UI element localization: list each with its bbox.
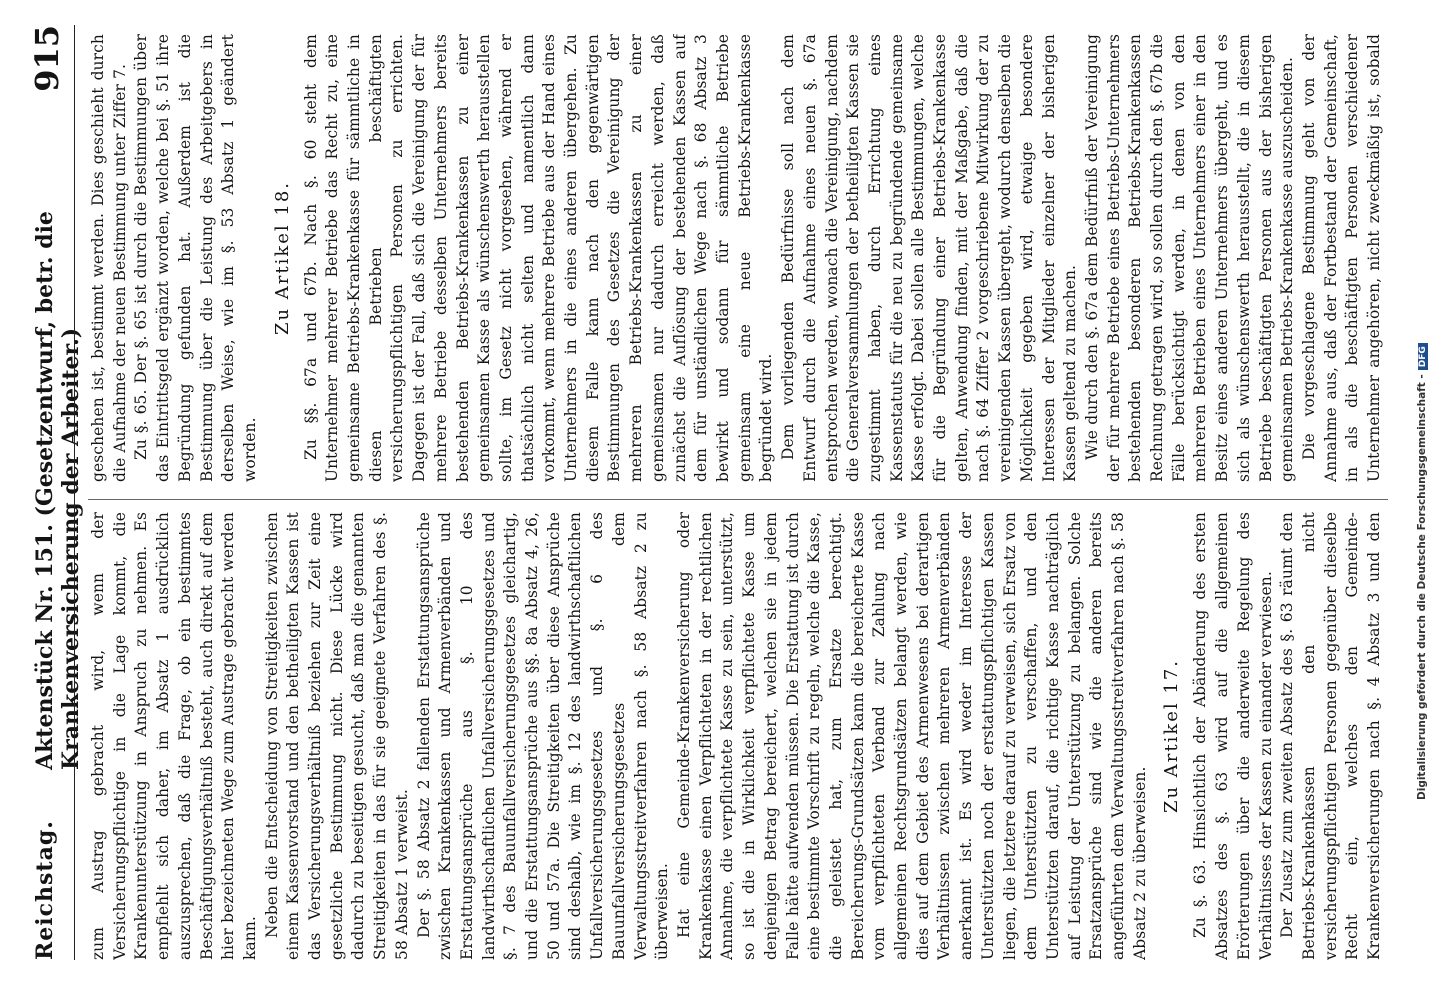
- running-title: Reichstag.: [32, 820, 58, 960]
- header-center-title: Aktenstück Nr. 151. (Gesetzentwurf, betr. die Krankenversicherung der Arbeiter.): [32, 211, 84, 770]
- page-number: 915: [28, 25, 66, 92]
- paragraph: Zu §. 63. Hinsichtlich der Abänderung des ersten Absatzes des §. 63 wird auf die allgemeinen Erörterungen über die anderweite Regelung des Verhältnisses der Kassen zu einander verwiesen.: [1191, 512, 1275, 960]
- header-rule: [74, 25, 75, 960]
- paragraph: Der Zusatz zum zweiten Absatz des §. 63 räumt den Betriebs-Krankenkassen den nicht versicherungspflichtigen Personen gegenüber dieselbe Recht ein, welches den Gemeinde-Krankenversicherungen nach §. 4 Absatz 3 und den: [1278, 512, 1384, 960]
- right-column: [88, 34, 1388, 482]
- column-divider: [88, 499, 1388, 500]
- paragraph: Der §. 58 Absatz 2 fallenden Erstattungsansprüche zwischen Krankenkassen und Armenverbänden und Erstattungsansprüche aus §. 10 des landwirthschaftlichen Unfallversicherungsgesetzes und §. 7 des Bauunfallversicherungsgesetzes gleichartig, und die Erstattungsansprüche aus §§. 8a Absatz 4, 26, 50 und 57a. Die Streitigkeiten über diese Ansprüche sind deshalb, wie im §. 12 des landwirthschaftlichen Unfallversicherungsgesetzes und §. 6 des Bauunfallversicherungsgesetzes dem Verwaltungsstreitverfahren nach §. 58 Absatz 2 zu überweisen.: [414, 512, 672, 960]
- left-column: [88, 512, 1388, 960]
- credit-text-wrapper: [1416, 200, 1428, 800]
- paragraph: Wie durch den §. 67a dem Bedürfniß der Vereinigung der für mehrere Betriebe eines Betriebs-Unternehmers bestehenden besonderen Betriebs-Krankenkassen Rechnung getragen wird, so sollen durch den §. 67b die Fälle berücksichtigt werden, in denen von den mehreren Betrieben eines Unternehmers einer in den Besitz eines anderen Unternehmers übergeht, und es sich als wünschenswerth herausstellt, die in diesem Betriebe beschäftigten Personen aus der bisherigen gemeinsamen Betriebs-Krankenkasse auszuscheiden.: [1082, 34, 1297, 482]
- paragraph: zum Austrag gebracht wird, wenn der Versicherungspflichtige in die Lage kommt, die Krankenunterstützung in Anspruch zu nehmen. Es empfiehlt sich daher, im Absatz 1 ausdrücklich auszusprechen, daß die Frage, ob ein bestimmtes Beschäftigungsverhältniß besteht, auch direkt auf dem hier bezeichneten Wege zum Austrage gebracht werden kann.: [89, 512, 259, 960]
- paragraph: Dem vorliegenden Bedürfnisse soll nach dem Entwurf durch die Aufnahme eines neuen §. 67a entsprochen werden, wonach die Vereinigung, nachdem die Generalversammlungen der betheiligten Kassen sie zugestimmt haben, durch Errichtung eines Kassenstatuts für die neu zu begründende gemeinsame Kasse erfolgt. Dabei sollen alle Bestimmungen, welche für die Begründung einer Betriebs-Krankenkasse gelten, Anwendung finden, mit der Maßgabe, daß die nach §. 64 Ziffer 2 vorgeschriebene Mitwirkung der zu vereinigenden Kassen übergeht, wodurch denselben die Möglichkeit gegeben wird, etwaige besondere Interessen der Mitglieder einzelner der bisherigen Kassen geltend zu machen.: [779, 34, 1080, 482]
- section-heading: Zu Artikel 17.: [1161, 658, 1183, 814]
- credit-text: Digitalisierung gefördert durch die Deutsche Forschungsgemeinschaft -: [1416, 374, 1428, 800]
- dfg-logo: DFG: [1418, 343, 1428, 370]
- right-paragraphs: [88, 34, 262, 482]
- paragraph: geschehen ist, bestimmt werden. Dies geschieht durch die Aufnahme der neuen Bestimmung unter Ziffer 7.: [89, 34, 129, 482]
- paragraph: Zu §§. 67a und 67b. Nach §. 60 steht dem Unternehmer mehrerer Betriebe das Recht zu, eine gemeinsame Betriebs-Krankenkasse für sämmtliche in diesen Betrieben beschäftigten versicherungspflichtigen Personen zu errichten. Dagegen ist der Fall, daß sich die Vereinigung der für mehrere Betriebe desselben Unternehmers bereits bestehenden Betriebs-Krankenkassen zu einer gemeinsamen Kasse als wünschenswerth herausstellen sollte, im Gesetz nicht vorgesehen, während er thatsächlich nicht selten und namentlich dann vorkommt, wenn mehrere Betriebe aus der Hand eines Unternehmers in die eines anderen übergehen. Zu diesem Falle kann nach den gegenwärtigen Bestimmungen des Gesetzes die Vereinigung der mehreren Betriebs-Krankenkassen zu einer gemeinsamen nur dadurch erreicht werden, daß zunächst die Auflösung der bestehenden Kassen auf dem für unständlichen Wege nach §. 68 Absatz 3 bewirkt und sodann für sämmtliche Betriebe gemeinsam eine neue Betriebs-Krankenkasse begründet wird.: [301, 34, 776, 482]
- left-paragraphs-2: [1190, 512, 1388, 960]
- paragraph: Die vorgeschlagene Bestimmung geht von der Annahme aus, daß der Fortbestand der Gemeinschaft, in als die beschäftigten Personen verschiedener Unternehmer angehören, nicht zweckmäßig ist, sobald: [1299, 34, 1384, 482]
- section-heading: Zu Artikel 18.: [271, 180, 293, 336]
- page-header: [18, 25, 84, 960]
- paragraph: Zu §. 65. Der §. 65 ist durch die Bestimmungen über das Eintrittsgeld ergänzt worden, welche bei §. 51 ihre Begründung gefunden hat. Außerdem ist die Bestimmung über die Leistung des Arbeitgebers in derselben Weise, wie im §. 53 Absatz 1 geändert worden.: [132, 34, 259, 482]
- right-paragraphs-2: [301, 34, 1388, 482]
- left-paragraphs: [88, 512, 1151, 960]
- paragraph: Hat eine Gemeinde-Krankenversicherung oder Krankenkasse einen Verpflichteten in der rechtlichen Annahme, die verpflichtete Kasse zu sein, unterstützt, so ist die in Wirklichkeit verpflichtete Kasse um denjenigen Betrag bereichert, welchen sie in jedem Falle hätte aufwenden müssen. Die Erstattung ist durch eine bestimmte Vorschrift zu regeln, welche die Kasse, die geleistet hat, zum Ersatze berechtigt. Bereicherungs-Grundsätzen kann die bereicherte Kasse vom verpflichteten Verband zur Zahlung nach allgemeinen Rechtsgrundsätzen belangt werden, wie dies auf dem Gebiet des Armenwesens bei derartigen Verhältnissen zwischen mehreren Armenverbänden anerkannt ist. Es wird weder im Interesse der Unterstützten noch der erstattungspflichtigen Kassen liegen, die letztere darauf zu verweisen, sich Ersatz von dem Unterstützten zu verschaffen, und den Unterstützten darauf, die richtige Kasse nachträglich auf Leistung der Unterstützung zu belangen. Solche Ersatzansprüche sind wie die anderen bereits angeführten dem Verwaltungsstreitverfahren nach §. 58 Absatz 2 zu überweisen.: [674, 512, 1149, 960]
- paragraph: Neben die Entscheidung von Streitigkeiten zwischen einem Kassenvorstand und den betheiligten Kassen ist das Versicherungsverhältniß beziehen zur Zeit eine gesetzliche Bestimmung nicht. Diese Lücke wird dadurch zu beseitigen gesucht, daß man die genannten Streitigkeiten in das für sie geeignete Verfahren des §. 58 Absatz 1 verweist.: [262, 512, 411, 960]
